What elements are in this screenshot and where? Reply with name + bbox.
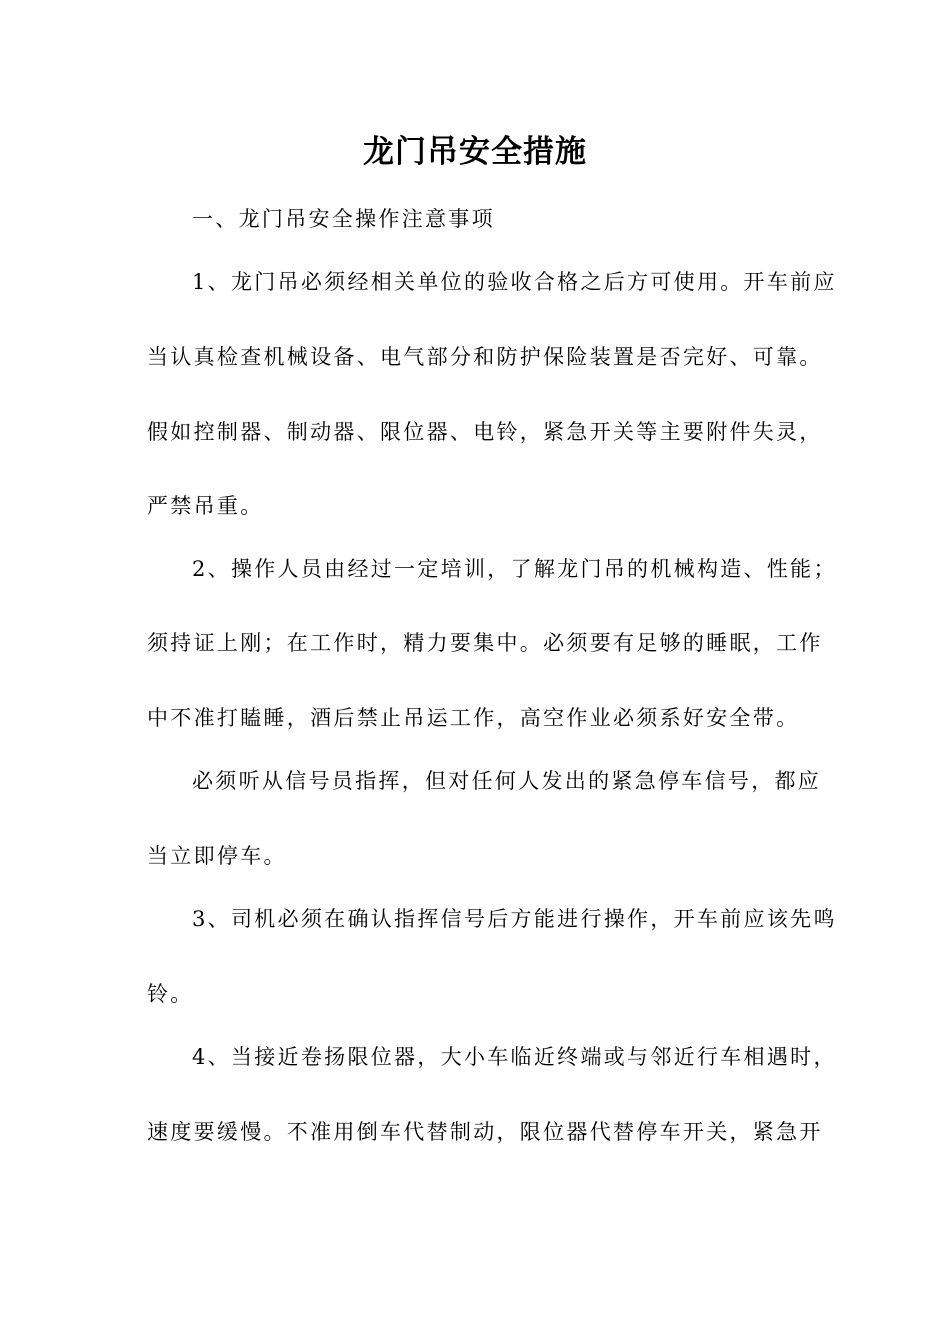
paragraph-line: 4、当接近卷扬限位器，大小车临近终端或与邻近行车相遇时，: [192, 1045, 837, 1069]
paragraph-line: 当立即停车。: [147, 844, 287, 868]
paragraph-line: 1、龙门吊必须经相关单位的验收合格之后方可使用。开车前应: [192, 270, 837, 294]
paragraph-line: 铃。: [147, 982, 194, 1006]
paragraph-line: 严禁吊重。: [147, 494, 264, 518]
paragraph-line: 当认真检查机械设备、电气部分和防护保险装置是否完好、可靠。: [147, 345, 823, 369]
paragraph-line: 速度要缓慢。不准用倒车代替制动，限位器代替停车开关，紧急开: [147, 1120, 823, 1144]
paragraph-line: 必须听从信号员指挥，但对任何人发出的紧急停车信号，都应: [192, 769, 822, 793]
paragraph-line: 2、操作人员由经过一定培训，了解龙门吊的机械构造、性能；: [192, 557, 837, 581]
document-title: 龙门吊安全措施: [363, 134, 587, 170]
paragraph-line: 中不准打瞌睡，酒后禁止吊运工作，高空作业必须系好安全带。: [147, 706, 800, 730]
paragraph-line: 假如控制器、制动器、限位器、电铃，紧急开关等主要附件失灵，: [147, 420, 823, 444]
section-heading: 一、龙门吊安全操作注意事项: [192, 207, 495, 231]
paragraph-line: 3、司机必须在确认指挥信号后方能进行操作，开车前应该先鸣: [192, 907, 837, 931]
paragraph-line: 须持证上刚；在工作时，精力要集中。必须要有足够的睡眠，工作: [147, 631, 823, 655]
